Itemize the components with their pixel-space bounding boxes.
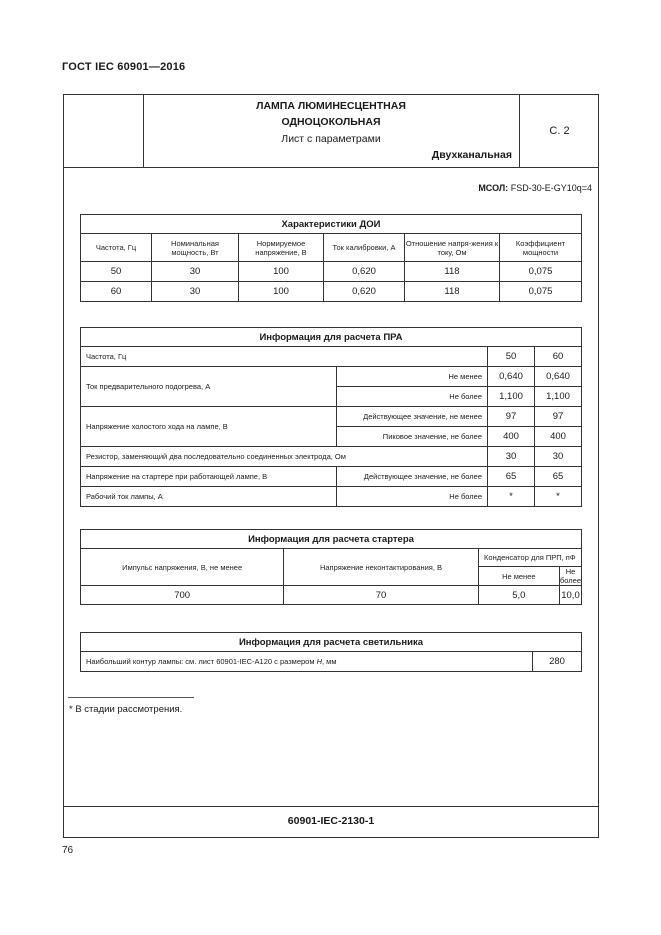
table-cell: 0,620 [324, 282, 405, 302]
msol-value: FSD-30-E-GY10q=4 [510, 183, 592, 193]
starter-noncontact-header: Напряжение неконтактирования, В [284, 549, 478, 586]
luminaire-table-title: Информация для расчета светильника [81, 633, 582, 652]
title-block [64, 95, 598, 168]
starter-max-header: Не более [559, 567, 581, 585]
footnote-divider [68, 697, 194, 698]
channel-type: Двухканальная [431, 149, 512, 161]
table-cell: 0,075 [500, 282, 582, 302]
luminaire-label-h: Н [316, 657, 323, 666]
table-cell: 30 [535, 447, 582, 467]
pra-table-title: Информация для расчета ПРА [81, 328, 582, 347]
doi-col-header: Частота, Гц [81, 234, 152, 262]
pra-rms-label: Действующее значение, не менее [337, 407, 488, 427]
table-cell: 60 [81, 282, 152, 302]
doi-col-header: Номинальная мощность, Вт [152, 234, 239, 262]
pra-min-label: Не менее [337, 367, 488, 387]
table-cell: 65 [535, 467, 582, 487]
table-cell: 30 [152, 262, 239, 282]
table-cell: * [488, 487, 535, 507]
table-row [81, 586, 582, 605]
starter-table-title: Информация для расчета стартера [81, 530, 582, 549]
starter-pulse-header: Импульс напряжения, В, не менее [81, 549, 284, 586]
table-cell: 0,075 [500, 262, 582, 282]
table-cell: 30 [488, 447, 535, 467]
title-block-center [144, 95, 518, 167]
table-cell: 118 [405, 282, 500, 302]
pra-preheat-label: Ток предварительного подогрева, А [81, 367, 337, 407]
table-cell: * [535, 487, 582, 507]
table-cell: 1,100 [535, 387, 582, 407]
lamp-type-subtitle: ОДНОЦОКОЛЬНАЯ [281, 116, 381, 128]
table-cell: 400 [535, 427, 582, 447]
table-cell: 10,0 [559, 586, 581, 605]
table-row [81, 447, 582, 467]
starter-min-header: Не менее [478, 567, 559, 586]
msol-label: МСОЛ: [478, 183, 509, 193]
doi-col-header: Нормируемое напряжение, В [239, 234, 324, 262]
table-cell: 30 [152, 282, 239, 302]
table-cell: 50 [81, 262, 152, 282]
table-cell: 100 [239, 262, 324, 282]
pra-resistor-label: Резистор, заменяющий два последовательно соединенных электрода, Ом [81, 447, 488, 467]
table-row [81, 367, 582, 387]
table-cell: 50 [488, 347, 535, 367]
table-cell: 97 [535, 407, 582, 427]
table-row [81, 347, 582, 367]
page-number: 76 [62, 845, 74, 856]
pra-work-current-label: Рабочий ток лампы, А [81, 487, 337, 507]
starter-table [80, 529, 582, 605]
table-row [81, 652, 582, 672]
table-cell: 280 [533, 652, 582, 672]
table-cell: 400 [488, 427, 535, 447]
table-cell: 97 [488, 407, 535, 427]
table-cell: 65 [488, 467, 535, 487]
title-block-left-cell [64, 95, 144, 167]
table-cell: 700 [81, 586, 284, 605]
table-cell: 0,640 [535, 367, 582, 387]
table-row [81, 467, 582, 487]
document-standard-header: ГОСТ IEC 60901—2016 [62, 61, 186, 73]
table-cell: 1,100 [488, 387, 535, 407]
lamp-type-title: ЛАМПА ЛЮМИНЕСЦЕНТНАЯ [256, 100, 406, 112]
pra-starter-voltage-label: Напряжение на стартере при работающей лампе, В [81, 467, 337, 487]
luminaire-contour-label [81, 652, 533, 672]
table-cell: 0,640 [488, 367, 535, 387]
starter-capacitor-header: Конденсатор для ПРП, пФ [478, 549, 581, 567]
sheet-page-label: С. 2 [519, 95, 599, 167]
pra-max-label: Не более [337, 387, 488, 407]
sheet-caption: Лист с параметрами [281, 133, 381, 145]
pra-work-current-cond: Не более [337, 487, 488, 507]
table-cell: 0,620 [324, 262, 405, 282]
doi-col-header: Ток калибровки, А [324, 234, 405, 262]
table-row [81, 262, 582, 282]
table-cell: 118 [405, 262, 500, 282]
table-cell: 100 [239, 282, 324, 302]
luminaire-label-prefix: Наибольший контур лампы: см. лист 60901-IEC-A120 с размером [86, 657, 317, 666]
sheet-code: 60901-IEC-2130-1 [287, 815, 375, 827]
footer-divider [63, 806, 599, 807]
pra-frequency-label: Частота, Гц [81, 347, 488, 367]
doi-col-header: Отношение напря-жения к току, Ом [405, 234, 500, 262]
luminaire-table [80, 632, 582, 672]
luminaire-label-suffix: , мм [322, 657, 337, 666]
pra-idle-voltage-label: Напряжение холостого хода на лампе, В [81, 407, 337, 447]
table-row [81, 487, 582, 507]
msol-designation [478, 183, 592, 193]
doi-table-title: Характеристики ДОИ [81, 215, 582, 234]
table-row [81, 407, 582, 427]
pra-peak-label: Пиковое значение, не более [337, 427, 488, 447]
table-cell: 70 [284, 586, 478, 605]
pra-starter-voltage-cond: Действующее значение, не более [337, 467, 488, 487]
pra-table [80, 327, 582, 507]
table-cell: 60 [535, 347, 582, 367]
doi-table [80, 214, 582, 302]
footnote: * В стадии рассмотрения. [69, 704, 183, 715]
table-cell: 5,0 [478, 586, 559, 605]
doi-col-header: Коэффициент мощности [500, 234, 582, 262]
table-row [81, 282, 582, 302]
